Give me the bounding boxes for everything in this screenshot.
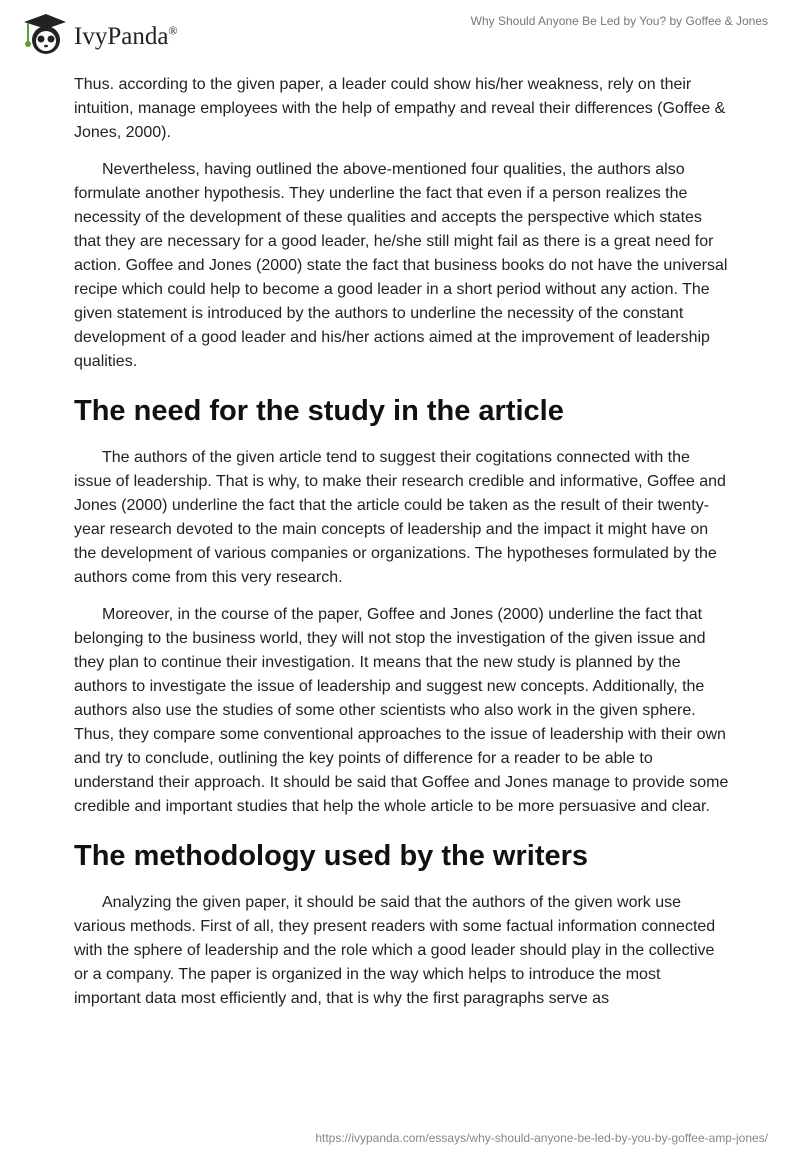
logo-text: IvyPanda® [74, 23, 178, 50]
source-url[interactable]: https://ivypanda.com/essays/why-should-anyone-be-led-by-you-by-goffee-amp-jones/ [315, 1131, 768, 1145]
paragraph: The authors of the given article tend to suggest their cogitations connected with the issue of leadership. That is why, to make their research credible and informative, Goffee and Jones (2000) underline the fact that the article could be taken as the result of their twenty-year research devoted to the main concepts of leadership and the impact it might have on the development of various companies or organizations. The hypotheses formulated by the authors come from this very research. [74, 449, 726, 586]
paragraph: Nevertheless, having outlined the above-mentioned four qualities, the authors also formulate another hypothesis. They underline the fact that even if a person realizes the necessity of the development of these qualities and accepts the perspective which states that they are necessary for a good leader, he/she still might fail as there is a great need for action. Goffee and Jones (2000) state the fact that business books do not have the universal recipe which could help to become a good leader in a short period without any action. The given statement is introduced by the authors to underline the necessity of the constant development of a good leader and his/her actions aimed at the improvement of leadership qualities. [74, 161, 728, 370]
ivypanda-logo[interactable] [20, 12, 178, 56]
section-heading: The need for the study in the article [74, 395, 564, 427]
document-title: Why Should Anyone Be Led by You? by Goffee & Jones [470, 14, 768, 28]
section-heading: The methodology used by the writers [74, 840, 589, 872]
panda-logo-icon [20, 12, 68, 56]
paragraph: Analyzing the given paper, it should be said that the authors of the given work use various methods. First of all, they present readers with some factual information connected with the sphere of leadership and the role which a good leader should play in the collective or a company. The paper is organized in the way which helps to introduce the most important data most efficiently and, that is why the first paragraphs serve as [74, 894, 716, 1007]
paragraph: Thus. according to the given paper, a leader could show his/her weakness, rely on their intuition, manage employees with the help of empathy and reveal their differences (Goffee & Jones, 2000). [74, 76, 726, 141]
paragraph: Moreover, in the course of the paper, Goffee and Jones (2000) underline the fact that belonging to the business world, they will not stop the investigation of the given issue and they plan to continue their investigation. It means that the new study is planned by the authors to investigate the issue of leadership and suggest new concepts. Additionally, the authors also use the studies of some other scientists who also work in the given sphere. Thus, they compare some conventional approaches to the issue of leadership with their own and try to conclude, outlining the key points of difference for a reader to be able to understand their approach. It should be said that Goffee and Jones manage to provide some credible and important studies that help the whole article to be more persuasive and clear. [74, 606, 729, 815]
essay-content [74, 73, 729, 1024]
